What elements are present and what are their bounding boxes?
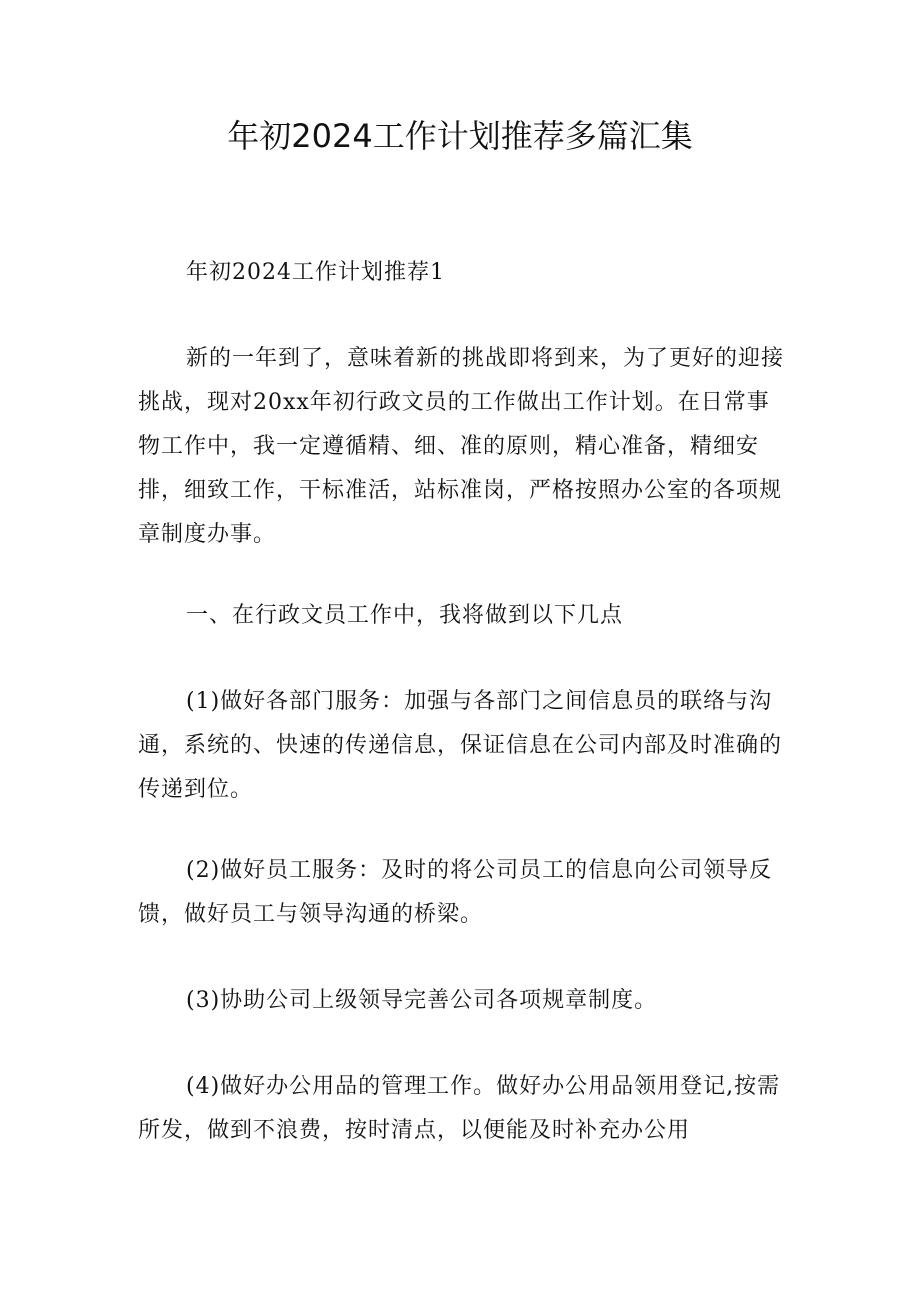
section-heading: 年初2024工作计划推荐1: [186, 260, 445, 285]
paragraph-item-3: (3)协助公司上级领导完善公司各项规章制度。: [186, 988, 658, 1013]
paragraph-heading-one: 一、在行政文员工作中，我将做到以下几点: [186, 603, 624, 628]
document-title: 年初2024工作计划推荐多篇汇集: [227, 117, 693, 155]
paragraph-item-2: (2)做好员工服务：及时的将公司员工的信息向公司领导反馈，做好员工与领导沟通的桥梁。: [138, 858, 773, 927]
paragraph-item-4: (4)做好办公用品的管理工作。做好办公用品领用登记,按需所发，做到不浪费，按时清点，以便能及时补充办公用: [138, 1074, 781, 1143]
paragraph-intro: 新的一年到了，意味着新的挑战即将到来，为了更好的迎接挑战，现对20xx年初行政文员的工作做出工作计划。在日常事物工作中，我一定遵循精、细、准的原则，精心准备，精细安排，细致工作，干标准活，站标准岗，严格按照办公室的各项规章制度办事。: [138, 346, 785, 547]
paragraph-item-1: (1)做好各部门服务：加强与各部门之间信息员的联络与沟通，系统的、快速的传递信息，保证信息在公司内部及时准确的传递到位。: [138, 689, 783, 802]
